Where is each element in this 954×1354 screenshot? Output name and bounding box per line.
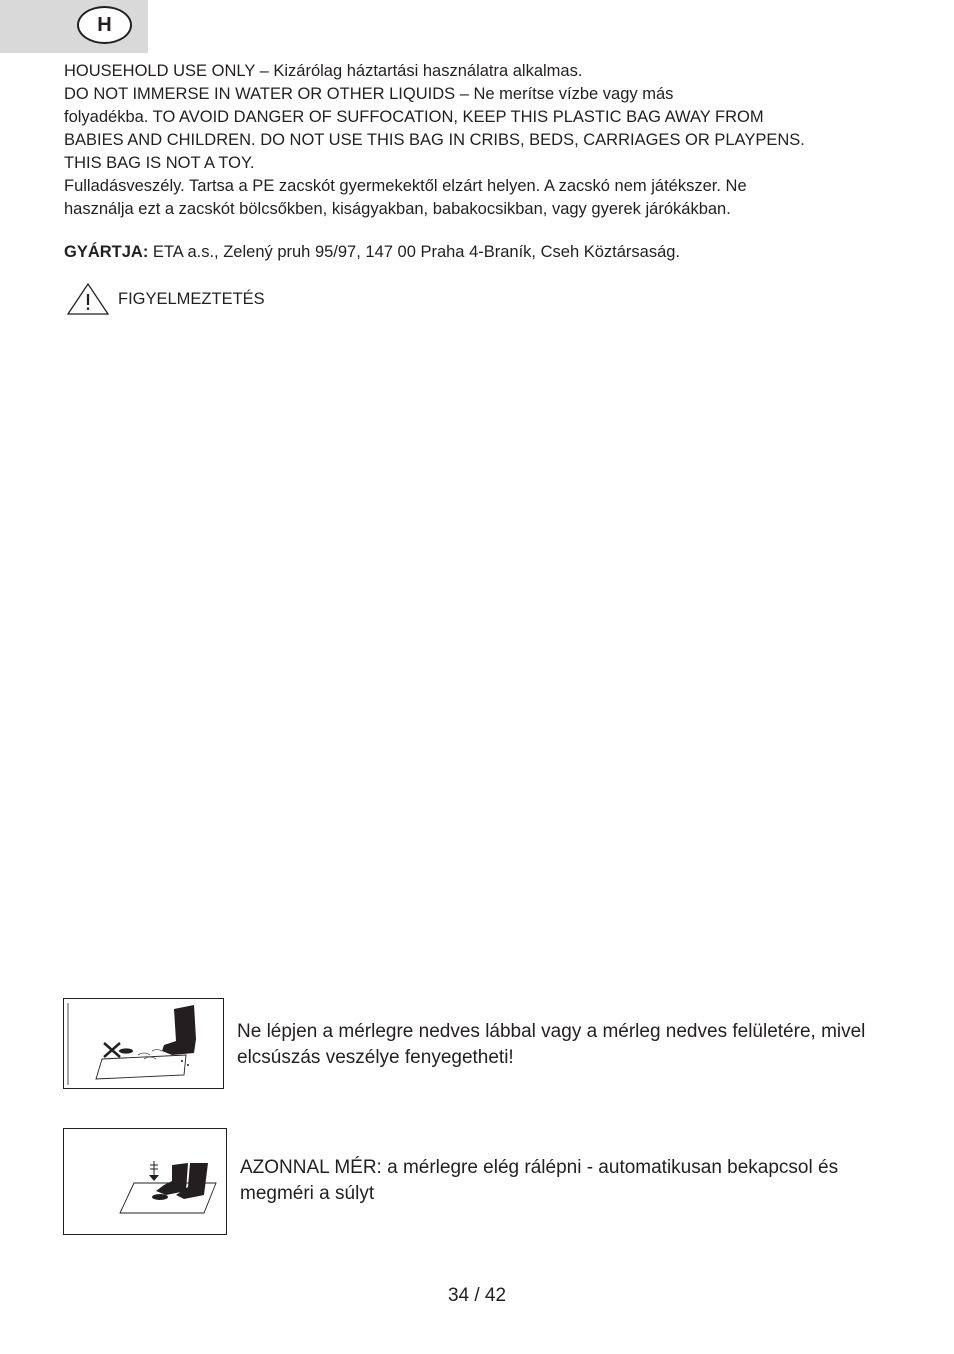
wet-foot-no-step-icon xyxy=(63,998,224,1089)
intro-line: folyadékba. TO AVOID DANGER OF SUFFOCATION, KEEP THIS PLASTIC BAG AWAY FROM xyxy=(64,108,764,126)
wet-foot-warning-text: Ne lépjen a mérlegre nedves lábbal vagy a mérleg nedves felületére, mivel elcsúszás veszélye fenyegetheti! xyxy=(237,1021,866,1068)
step-on-scale-icon xyxy=(63,1128,227,1235)
manufacturer-info xyxy=(64,241,894,264)
language-tab xyxy=(0,0,148,53)
instant-weigh-text: AZONNAL MÉR: a mérlegre elég rálépni - automatikusan bekapcsol és megméri a súlyt xyxy=(240,1157,839,1204)
warning-heading xyxy=(66,282,265,316)
intro-line: THIS BAG IS NOT A TOY. xyxy=(64,154,255,172)
warning-label: FIGYELMEZTETÉS xyxy=(118,289,265,308)
intro-line: BABIES AND CHILDREN. DO NOT USE THIS BAG IN CRIBS, BEDS, CARRIAGES OR PLAYPENS. xyxy=(64,131,805,149)
intro-line: HOUSEHOLD USE ONLY – Kizárólag háztartási használatra alkalmas. xyxy=(64,62,583,80)
page-number: 34 / 42 xyxy=(447,1285,507,1306)
manufacturer-address: ETA a.s., Zelený pruh 95/97, 147 00 Praha 4-Braník, Cseh Köztársaság. xyxy=(148,243,681,261)
intro-line: használja ezt a zacskót bölcsőkben, kiságyakban, babakocsikban, vagy gyerek járókákban. xyxy=(64,200,731,218)
language-badge: H xyxy=(77,6,132,44)
manufacturer-label: GYÁRTJA: xyxy=(64,243,149,261)
intro-line: DO NOT IMMERSE IN WATER OR OTHER LIQUIDS – Ne merítse vízbe vagy más xyxy=(64,85,674,103)
warning-triangle-icon xyxy=(66,282,110,316)
safety-instructions xyxy=(64,60,894,221)
intro-line: Fulladásveszély. Tartsa a PE zacskót gyermekektől elzárt helyen. A zacskó nem játékszer. Ne xyxy=(64,177,747,195)
